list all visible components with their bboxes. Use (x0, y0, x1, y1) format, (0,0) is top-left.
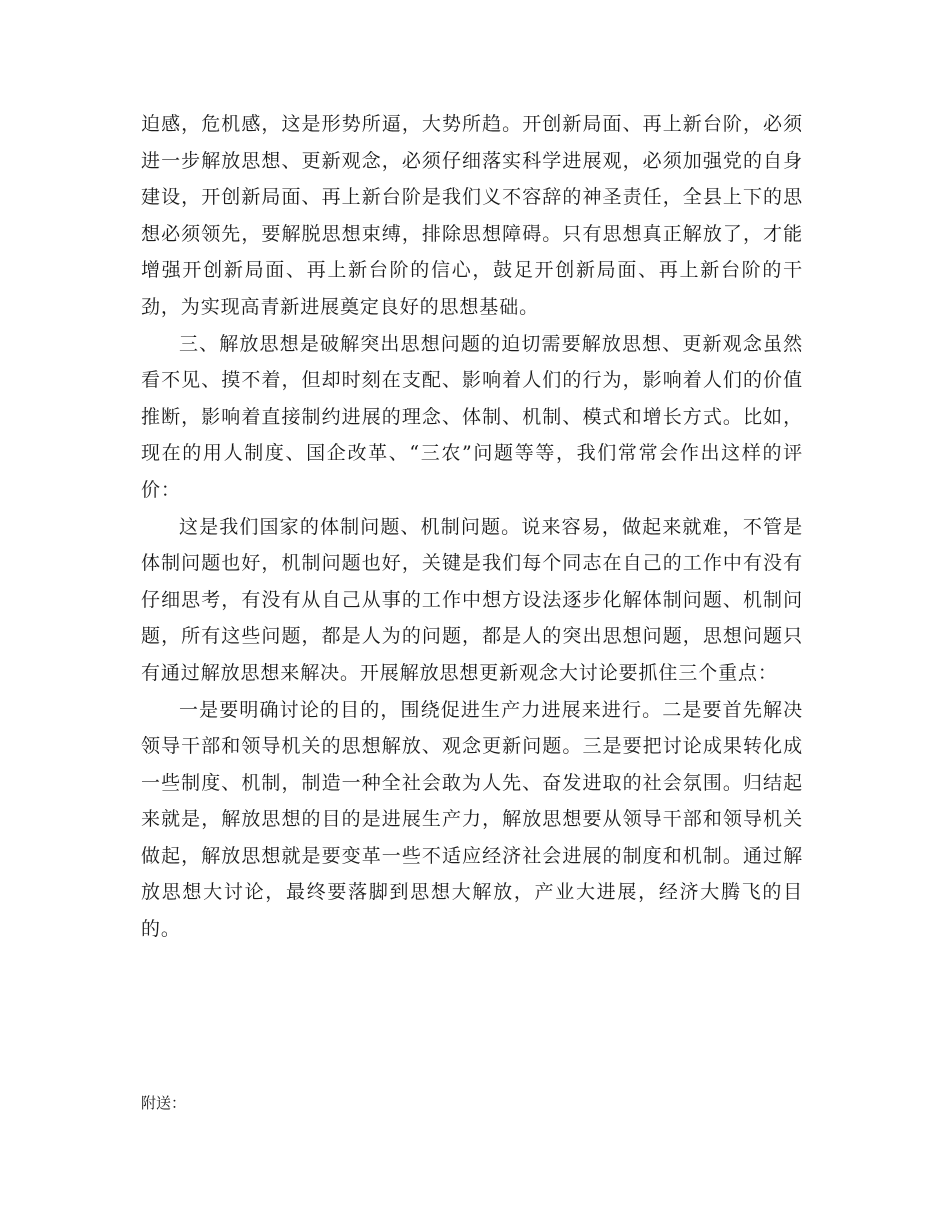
paragraph-system-issues: 这是我们国家的体制问题、机制问题。说来容易，做起来就难，不管是体制问题也好，机制问题也好，关键是我们每个同志在自己的工作中有没有仔细思考，有没有从自己从事的工作中想方设法逐步化解体制问题、机制问题，所有这些问题，都是人为的问题，都是人的突出思想问题，思想问题只有通过解放思想来解决。开展解放思想更新观念大讨论要抓住三个重点： (141, 515, 803, 684)
appendix-label: 附送： (141, 1094, 187, 1112)
paragraph-three-priorities: 一是要明确讨论的目的，围绕促进生产力进展来进行。二是要首先解决领导干部和领导机关的思想解放、观念更新问题。三是要把讨论成果转化成一些制度、机制，制造一种全社会敢为人先、奋发进取的社会氛围。归结起来就是，解放思想的目的是进展生产力，解放思想要从领导干部和领导机关做起，解放思想就是要变革一些不适应经济社会进展的制度和机制。通过解放思想大讨论，最终要落脚到思想大解放，产业大进展，经济大腾飞的目的。 (141, 698, 803, 941)
paragraph-section-three: 三、解放思想是破解突出思想问题的迫切需要解放思想、更新观念虽然看不见、摸不着，但却时刻在支配、影响着人们的行为，影响着人们的价值推断，影响着直接制约进展的理念、体制、机制、模式和增长方式。比如，现在的用人制度、国企改革、“三农”问题等等，我们常常会作出这样的评价： (141, 332, 803, 501)
paragraph-continuation: 迫感，危机感，这是形势所逼，大势所趋。开创新局面、再上新台阶，必须进一步解放思想、更新观念，必须仔细落实科学进展观，必须加强党的自身建设，开创新局面、再上新台阶是我们义不容辞的神圣责任，全县上下的思想必须领先，要解脱思想束缚，排除思想障碍。只有思想真正解放了，才能增强开创新局面、再上新台阶的信心，鼓足开创新局面、再上新台阶的干劲，为实现高青新进展奠定良好的思想基础。 (141, 113, 803, 318)
document-body (141, 106, 803, 948)
